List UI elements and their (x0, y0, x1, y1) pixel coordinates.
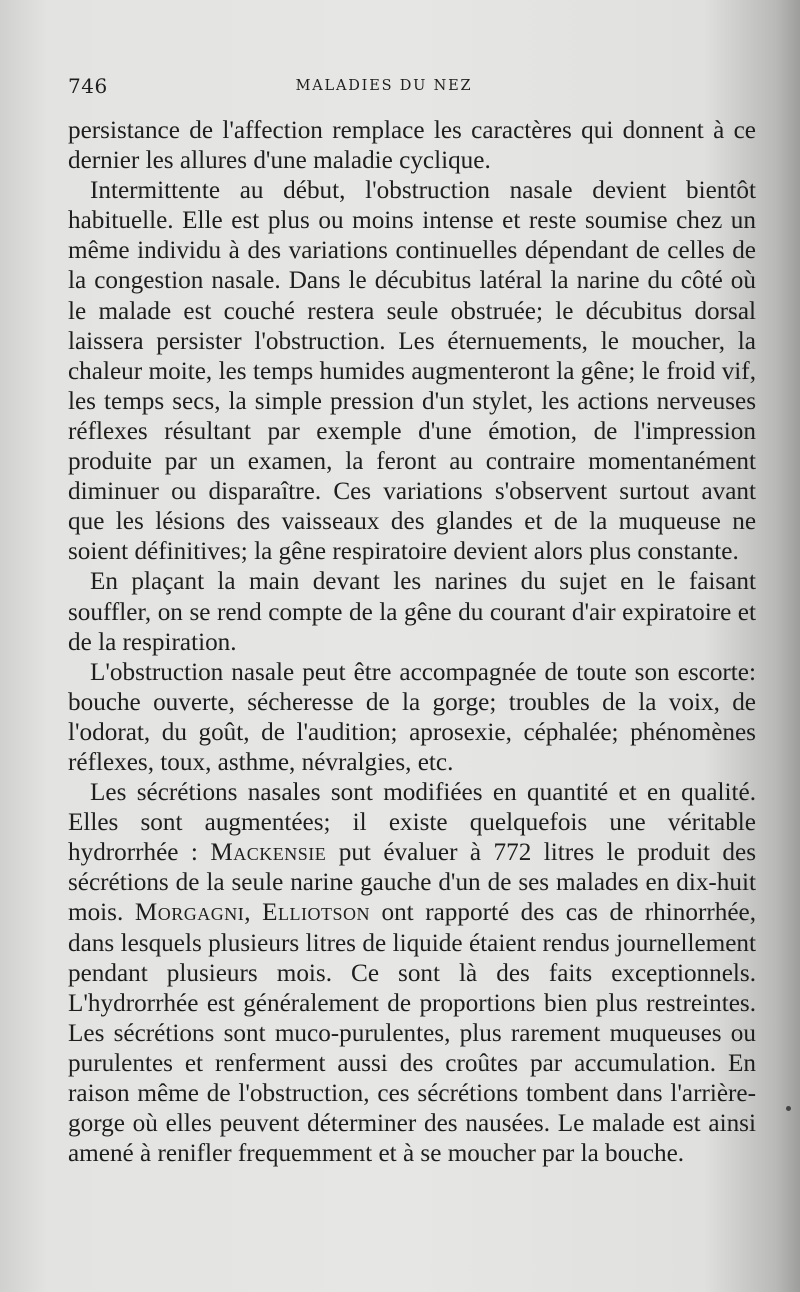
paragraph-text: persistance de l'affection remplace les caractères qui donnent à ce dernier les allures d'une maladie cyclique. (68, 117, 756, 175)
paragraph (68, 116, 756, 176)
paragraph-text: ont rapporté des cas de rhinorrhée, dans lesquels plusieurs litres de liquide étaient rendus journellement pendant plusieurs mois. Ce sont là des faits exceptionnels. L'hydrorrhée est généralement de proportions bien plus restreintes. Les sécrétions sont muco-purulentes, plus rarement muqueuses ou purulentes et renferment aussi des croûtes par accumulation. En raison même de l'obstruction, ces sécrétions tombent dans l'arrière-gorge où elles peuvent déterminer des nausées. Le malade est ainsi amené à renifler frequemment et à se moucher par la bouche. (68, 899, 756, 1168)
paragraph-text: , (244, 899, 263, 927)
author-name: Mackensie (210, 839, 327, 867)
paragraph (68, 658, 756, 778)
paragraph (68, 176, 756, 567)
paragraph-text: L'obstruction nasale peut être accompagnée de toute son escorte: bouche ouverte, sécheresse de la gorge; troubles de la voix, de l'odorat, du goût, de l'audition; aprosexie, céphalée; phénomènes réflexes, toux, asthme, névralgies, etc. (68, 658, 756, 776)
body-text (68, 116, 756, 1169)
author-name: Elliotson (262, 899, 370, 927)
page-number: 746 (68, 74, 108, 98)
author-name: Morgagni (134, 899, 245, 927)
paragraph-text: Intermittente au début, l'obstruction nasale devient bientôt habituelle. Elle est plus ou moins intense et reste soumise chez un même individu à des variations continuelles dépendant de celles de la congestion nasale. Dans le décubitus latéral la narine du côté où le malade est couché restera seule obstruée; le décubitus dorsal laissera persister l'obstruction. Les éternuements, le moucher, la chaleur moite, les temps humides augmenteront la gêne; le froid vif, les temps secs, la simple pression d'un stylet, les actions nerveuses réflexes résultant par exemple d'une émotion, de l'impression produite par un examen, la feront au contraire momentanément diminuer ou disparaître. Ces variations s'observent surtout avant que les lésions des vaisseaux des glandes et de la muqueuse ne soient définitives; la gêne respiratoire devient alors plus constante. (68, 177, 756, 566)
paragraph-text: En plaçant la main devant les narines du sujet en le faisant souffler, on se rend compte de la gêne du courant d'air expiratoire et de la respiration. (68, 568, 756, 656)
page-header (68, 74, 740, 104)
paragraph (68, 778, 756, 1169)
running-title: MALADIES DU NEZ (295, 78, 473, 94)
paragraph (68, 567, 756, 657)
print-speck (786, 1106, 791, 1111)
paragraph-text: Les sécrétions nasales sont modifiées en quantité et en qualité. Elles sont augmentées; il existe quelquefois une véritable hydrorrhée : (68, 779, 756, 867)
paragraph-text: put évaluer à 772 litres le produit des sécrétions de la seule narine gauche d'un de ses malades en dix-huit mois. (68, 839, 756, 927)
